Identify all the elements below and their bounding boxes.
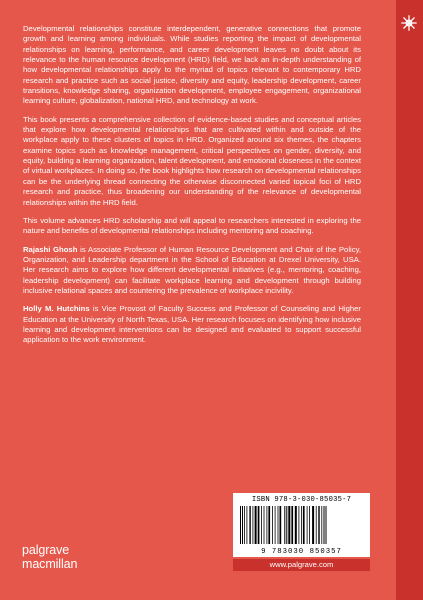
- author-2-name: Holly M. Hutchins: [23, 304, 90, 314]
- description-paragraph-1: Developmental relationships constitute interdependent, generative connections that promote growth and learning among individuals. While studies reporting the impact of developmental relationships on learning, performance, and career development leaves no doubt about its relevance to the human resource development (HRD) field, we lack an in-depth understanding of how developmental relationships apply to the myriad of topics relevant to contemporary HRD research and practice such as social justice, diversity and equity, leadership development, career transitions, knowledge sharing, organization development, employee engagement, organizational learning culture, globalization, national HRD, and technology at work.: [23, 24, 361, 106]
- isbn-label: ISBN 978-3-030-85035-7: [251, 496, 352, 504]
- author-1-bio-text: is Associate Professor of Human Resource Development and Chair of the Policy, Organization, and Leadership department in the School of Education at Drexel University, USA. Her research aims to explore how different developmental initiatives (e.g., mentoring, coaching, leadership development) can facilitate workplace learning and development through building inclusive relational spaces and countering the prevalence of workplace incivility.: [23, 244, 361, 295]
- barcode-digits: 9 783030 850357: [261, 548, 342, 556]
- barcode-box: [233, 493, 370, 557]
- publisher-logo: [22, 543, 77, 571]
- author-bio-1: [23, 245, 361, 297]
- author-1-name: Rajashi Ghosh: [23, 244, 78, 254]
- back-cover-text: [23, 24, 361, 354]
- publisher-name-line-1: palgrave: [22, 543, 70, 557]
- description-paragraph-3: This volume advances HRD scholarship and will appeal to researchers interested in exploring the nature and benefits of developmental relationships including mentoring and coaching.: [23, 215, 361, 236]
- spine-strip: [396, 0, 423, 600]
- barcode-bars: [239, 506, 364, 544]
- author-bio-2: [23, 304, 361, 345]
- publisher-name-line-2: macmillan: [22, 557, 78, 571]
- description-paragraph-2: This book presents a comprehensive collection of evidence-based studies and conceptual articles that explore how developmental relationships that are cultivated within and outside of the workplace apply to these clusters of topics in HRD. Organized around six themes, the chapters examine topics such as knowledge management, critical perspectives on gender, diversity, and equity, building a learning organization, talent development, and emotional closeness in the context of virtual workplaces. In doing so, the book highlights how research on developmental relationships can be the underlying thread connecting the otherwise disconnected varied topical foci of HRD research and practice, thus broadening our understanding of the relevance of developmental relationships within the HRD field.: [23, 114, 361, 207]
- author-2-bio-text: is Vice Provost of Faculty Success and Professor of Counseling and Higher Education at the University of North Texas, USA. Her research focuses on identifying how inclusive learning and development interventions can be designed and evaluated to support successful application to the work environment.: [23, 304, 361, 345]
- publisher-url: www.palgrave.com: [233, 559, 370, 571]
- palgrave-asterisk-icon: [400, 14, 418, 32]
